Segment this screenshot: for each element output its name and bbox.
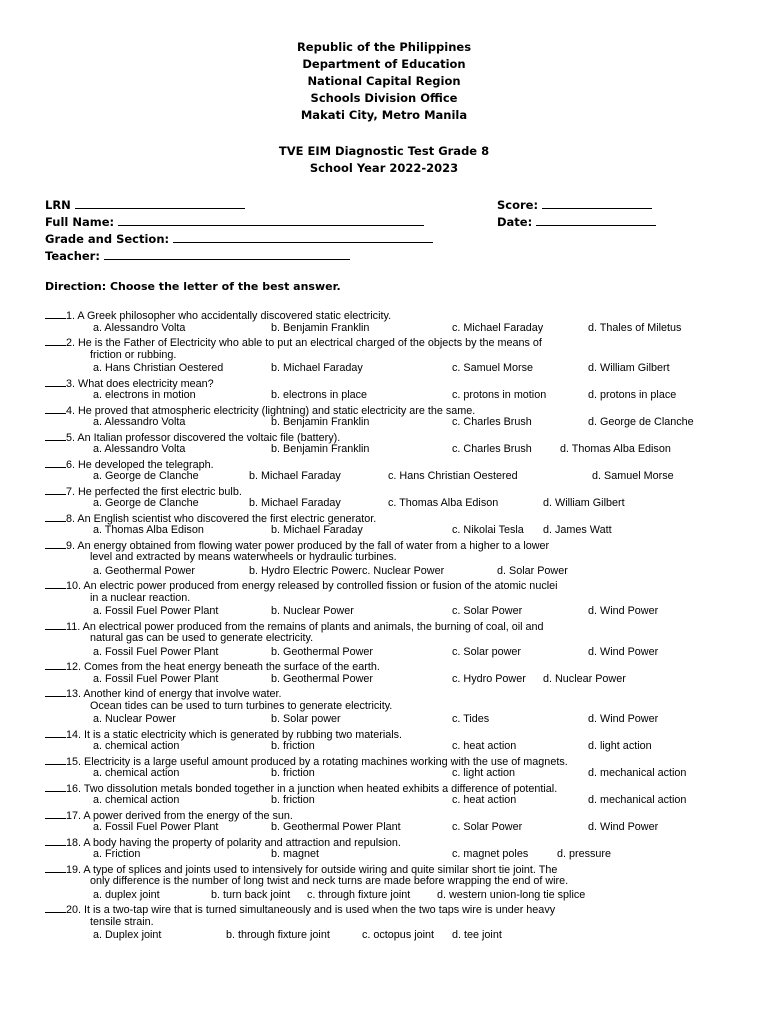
question-text: 8. An English scientist who discovered the first electric generator. — [66, 512, 377, 525]
options-row — [45, 848, 745, 862]
answer-option[interactable]: a. chemical action — [93, 767, 180, 779]
answer-blank[interactable] — [45, 457, 66, 468]
grade-section-label: Grade and Section: — [45, 232, 170, 246]
answer-option[interactable]: a. Fossil Fuel Power Plant — [93, 672, 219, 685]
answer-option[interactable]: a. Hans Christian Oestered — [93, 362, 224, 374]
question-stem-continuation — [45, 551, 745, 565]
answer-option[interactable]: b. Geothermal Power — [271, 645, 374, 658]
answer-option[interactable]: c. protons in motion — [452, 389, 547, 401]
answer-option[interactable]: d. George de Clanche — [588, 416, 694, 428]
question-text: level and extracted by means waterwheels or hydraulic turbines. — [90, 551, 397, 563]
question-stem-continuation — [45, 632, 745, 646]
question-stem — [45, 686, 745, 700]
question-item — [45, 376, 745, 403]
header-line: Makati City, Metro Manila — [300, 108, 468, 122]
question-text: 14. It is a static electricity which is generated by rubbing two materials. — [66, 728, 403, 741]
document-header — [0, 39, 768, 124]
answer-blank[interactable] — [45, 686, 66, 697]
answer-option[interactable]: b. magnet — [271, 848, 320, 860]
answer-option[interactable]: a. Duplex joint — [93, 929, 162, 941]
answer-option[interactable]: b. Benjamin Franklin — [271, 443, 370, 455]
question-stem — [45, 403, 745, 417]
answer-option[interactable]: c. Nikolai Tesla — [452, 524, 524, 536]
answer-option[interactable]: d. William Gilbert — [588, 362, 670, 374]
question-stem — [45, 619, 745, 633]
answer-blank[interactable] — [45, 781, 66, 792]
question-stem-continuation — [45, 349, 745, 363]
answer-option[interactable]: d. William Gilbert — [543, 497, 625, 509]
question-stem — [45, 835, 745, 849]
answer-option[interactable]: d. light action — [588, 740, 652, 752]
options-row — [45, 362, 745, 376]
lrn-label: LRN — [45, 198, 71, 212]
answer-option[interactable]: a. electrons in motion — [93, 389, 196, 401]
options-row — [45, 713, 745, 727]
answer-blank[interactable] — [45, 754, 66, 765]
answer-option[interactable]: c. Charles Brush — [452, 443, 532, 455]
question-stem — [45, 727, 745, 741]
question-stem — [45, 457, 745, 471]
answer-option[interactable]: d. Wind Power — [588, 605, 659, 617]
answer-blank[interactable] — [45, 835, 66, 846]
question-item — [45, 430, 745, 457]
answer-option[interactable]: c. Hydro Power — [452, 672, 526, 685]
answer-option[interactable]: a. Geothermal Power — [93, 564, 196, 577]
answer-option[interactable]: b. friction — [271, 740, 315, 752]
question-text: 17. A power derived from the energy of the sun. — [66, 809, 293, 822]
question-text: 15. Electricity is a large useful amount produced by a rotating machines working with the use of magnets. — [66, 755, 568, 768]
question-item — [45, 484, 745, 511]
answer-option[interactable]: c. Solar power — [452, 645, 522, 658]
question-text: 9. An energy obtained from flowing water power produced by the fall of water from a higher to a lower — [66, 539, 550, 552]
answer-option[interactable]: d. Solar Power — [497, 564, 568, 577]
full-name-label: Full Name: — [45, 215, 115, 229]
answer-option[interactable]: a. Fossil Fuel Power Plant — [93, 645, 219, 658]
answer-option[interactable]: b. through fixture joint — [226, 929, 330, 941]
question-item — [45, 686, 745, 727]
answer-option[interactable]: b. Michael Faraday — [249, 497, 341, 509]
question-item — [45, 835, 745, 862]
question-stem — [45, 335, 745, 349]
answer-blank[interactable] — [45, 430, 66, 441]
answer-option[interactable]: a. Alessandro Volta — [93, 321, 186, 334]
answer-option[interactable]: b. Michael Faraday — [249, 470, 341, 482]
answer-option[interactable]: b. turn back joint — [211, 888, 291, 901]
date-blank[interactable] — [536, 214, 656, 226]
options-row — [45, 929, 745, 943]
question-stem — [45, 376, 745, 390]
question-stem — [45, 754, 745, 768]
teacher-label: Teacher: — [45, 249, 100, 263]
question-text: 12. Comes from the heat energy beneath the surface of the earth. — [66, 661, 380, 673]
options-row — [45, 740, 745, 754]
question-item — [45, 754, 745, 781]
direction-text: Direction: Choose the letter of the best answer. — [45, 280, 341, 293]
options-row — [45, 794, 745, 808]
question-stem — [45, 781, 745, 795]
question-stem — [45, 659, 745, 673]
answer-blank[interactable] — [45, 808, 66, 819]
answer-option[interactable]: b. Geothermal Power — [271, 672, 374, 685]
question-item — [45, 457, 745, 484]
answer-option[interactable]: b. friction — [271, 794, 315, 806]
question-item — [45, 781, 745, 808]
question-text: 1. A Greek philosopher who accidentally discovered static electricity. — [66, 310, 392, 322]
answer-option[interactable]: a. George de Clanche — [93, 497, 199, 509]
question-item — [45, 808, 745, 835]
answer-option[interactable]: c. through fixture joint — [307, 888, 411, 901]
answer-blank[interactable] — [45, 538, 66, 549]
answer-option[interactable]: d. protons in place — [588, 389, 677, 401]
answer-option[interactable]: b. Geothermal Power Plant — [271, 821, 401, 833]
question-item — [45, 578, 745, 619]
question-list — [45, 308, 745, 943]
question-item — [45, 659, 745, 686]
question-stem — [45, 538, 745, 552]
options-row — [45, 605, 745, 619]
date-field[interactable] — [497, 214, 656, 229]
answer-blank[interactable] — [45, 511, 66, 522]
answer-option[interactable]: b. Benjamin Franklin — [271, 416, 370, 428]
answer-blank[interactable] — [45, 578, 66, 589]
question-text: only difference is the number of long twist and neck turns are made before wrapping the end of wire. — [90, 875, 569, 887]
question-text: 5. An Italian professor discovered the voltaic file (battery). — [66, 431, 341, 444]
options-row — [45, 565, 745, 579]
answer-option[interactable]: c. heat action — [452, 794, 517, 806]
question-text: 16. Two dissolution metals bonded together in a junction when heated exhibits a difference of potential. — [66, 782, 558, 795]
question-text: tensile strain. — [90, 915, 154, 928]
question-text: 4. He proved that atmospheric electricity (lightning) and static electricity are the same. — [66, 404, 476, 417]
question-stem — [45, 862, 745, 876]
question-text: 19. A type of splices and joints used to intensively for outside wiring and quite similar short tie joint. The — [66, 863, 558, 876]
question-text: 20. It is a two-tap wire that is turned simultaneously and is used when the two taps wire is under heavy — [66, 904, 556, 916]
header-line: Department of Education — [302, 57, 466, 71]
answer-option[interactable]: c. Solar Power — [452, 605, 523, 617]
teacher-field[interactable] — [45, 248, 350, 263]
answer-option[interactable]: a. duplex joint — [93, 888, 160, 901]
question-item — [45, 511, 745, 538]
question-stem — [45, 902, 745, 916]
options-row — [45, 322, 745, 336]
question-stem-continuation — [45, 875, 745, 889]
answer-option[interactable]: c. Nuclear Power — [362, 564, 445, 577]
test-title-block — [0, 143, 768, 177]
options-row — [45, 389, 745, 403]
question-text: 2. He is the Father of Electricity who able to put an electrical charged of the objects by the means of — [66, 337, 542, 349]
score-blank[interactable] — [542, 197, 652, 209]
question-stem — [45, 430, 745, 444]
answer-blank[interactable] — [45, 308, 66, 319]
question-text: natural gas can be used to generate electricity. — [90, 632, 314, 644]
question-text: friction or rubbing. — [90, 348, 177, 361]
question-text: 10. An electric power produced from energy released by controlled fission or fusion of the atomic nuclei — [66, 580, 558, 592]
lrn-blank[interactable] — [75, 197, 245, 209]
question-item — [45, 727, 745, 754]
answer-blank[interactable] — [45, 403, 66, 414]
school-year: School Year 2022-2023 — [309, 161, 459, 175]
question-stem-continuation — [45, 592, 745, 606]
answer-option[interactable]: a. George de Clanche — [93, 470, 199, 482]
question-text: 13. Another kind of energy that involve water. — [66, 688, 282, 700]
score-field[interactable] — [497, 197, 652, 212]
answer-blank[interactable] — [45, 902, 66, 913]
options-row — [45, 497, 745, 511]
answer-option[interactable]: c. octopus joint — [362, 929, 435, 941]
answer-option[interactable]: c. Hans Christian Oestered — [388, 470, 518, 482]
answer-blank[interactable] — [45, 619, 66, 630]
answer-option[interactable]: a. Thomas Alba Edison — [93, 524, 204, 536]
answer-option[interactable]: c. light action — [452, 767, 516, 779]
answer-option[interactable]: b. Solar power — [271, 713, 341, 725]
answer-option[interactable]: d. pressure — [557, 848, 612, 860]
answer-option[interactable]: a. Friction — [93, 848, 141, 860]
header-line: Republic of the Philippines — [296, 40, 472, 54]
answer-option[interactable]: c. Solar Power — [452, 821, 523, 833]
options-row — [45, 416, 745, 430]
answer-option[interactable]: a. chemical action — [93, 794, 180, 806]
answer-option[interactable]: c. Michael Faraday — [452, 321, 544, 334]
question-item — [45, 308, 745, 335]
question-text: 3. What does electricity mean? — [66, 377, 214, 390]
options-row — [45, 767, 745, 781]
options-row — [45, 443, 745, 457]
answer-option[interactable]: c. Thomas Alba Edison — [388, 497, 499, 509]
answer-option[interactable]: b. friction — [271, 767, 315, 779]
answer-blank[interactable] — [45, 727, 66, 738]
score-label: Score: — [497, 198, 539, 212]
answer-option[interactable]: d. Nuclear Power — [543, 672, 626, 685]
question-text: in a nuclear reaction. — [90, 591, 191, 604]
question-item — [45, 902, 745, 943]
full-name-blank[interactable] — [118, 214, 424, 226]
options-row — [45, 646, 745, 660]
question-stem — [45, 511, 745, 525]
answer-option[interactable]: b. Michael Faraday — [271, 524, 363, 536]
grade-section-blank[interactable] — [173, 231, 433, 243]
full-name-field[interactable] — [45, 214, 424, 229]
test-title: TVE EIM Diagnostic Test Grade 8 — [278, 144, 490, 158]
question-text: 18. A body having the property of polarity and attraction and repulsion. — [66, 836, 401, 849]
answer-option[interactable]: d. western union-long tie splice — [437, 888, 586, 901]
answer-option[interactable]: c. Samuel Morse — [452, 362, 534, 374]
question-text: Ocean tides can be used to turn turbines to generate electricity. — [90, 699, 393, 712]
grade-section-field[interactable] — [45, 231, 433, 246]
header-line: Schools Division Office — [310, 91, 458, 105]
answer-option[interactable]: d. tee joint — [452, 929, 502, 941]
answer-option[interactable]: d. mechanical action — [588, 767, 687, 779]
answer-option[interactable]: a. chemical action — [93, 740, 180, 752]
answer-option[interactable]: d. mechanical action — [588, 794, 687, 806]
answer-option[interactable]: d. Wind Power — [588, 821, 659, 833]
options-row — [45, 889, 745, 903]
answer-option[interactable]: b. electrons in place — [271, 389, 368, 401]
answer-blank[interactable] — [45, 659, 66, 670]
answer-option[interactable]: b. Hydro Electric Power — [249, 564, 362, 577]
answer-option[interactable]: a. Fossil Fuel Power Plant — [93, 821, 219, 833]
answer-blank[interactable] — [45, 335, 66, 346]
question-item — [45, 538, 745, 579]
answer-option[interactable]: a. Nuclear Power — [93, 713, 176, 725]
question-stem — [45, 808, 745, 822]
options-row — [45, 524, 745, 538]
question-text: 7. He perfected the first electric bulb. — [66, 485, 242, 498]
question-stem — [45, 484, 745, 498]
date-label: Date: — [497, 215, 533, 229]
answer-option[interactable]: d. Samuel Morse — [592, 470, 674, 482]
answer-option[interactable]: a. Alessandro Volta — [93, 416, 186, 428]
options-row — [45, 821, 745, 835]
answer-option[interactable]: d. Wind Power — [588, 645, 659, 658]
question-stem — [45, 308, 745, 322]
options-row — [45, 673, 745, 687]
lrn-field[interactable] — [45, 197, 245, 212]
answer-option[interactable]: c. Charles Brush — [452, 416, 532, 428]
answer-blank[interactable] — [45, 484, 66, 495]
question-item — [45, 335, 745, 376]
answer-option[interactable]: b. Benjamin Franklin — [271, 321, 370, 334]
answer-option[interactable]: c. Tides — [452, 713, 490, 725]
answer-option[interactable]: b. Nuclear Power — [271, 605, 354, 617]
teacher-blank[interactable] — [104, 248, 350, 260]
answer-blank[interactable] — [45, 376, 66, 387]
answer-option[interactable]: a. Fossil Fuel Power Plant — [93, 605, 219, 617]
header-line: National Capital Region — [307, 74, 461, 88]
answer-option[interactable]: a. Alessandro Volta — [93, 443, 186, 455]
answer-option[interactable]: d. James Watt — [543, 524, 612, 536]
answer-option[interactable]: d. Wind Power — [588, 713, 659, 725]
answer-option[interactable]: b. Michael Faraday — [271, 362, 363, 374]
question-stem — [45, 578, 745, 592]
question-item — [45, 403, 745, 430]
answer-option[interactable]: c. magnet poles — [452, 848, 529, 860]
question-text: 11. An electrical power produced from the remains of plants and animals, the burning of coal, oil and — [66, 620, 544, 633]
question-text: 6. He developed the telegraph. — [66, 458, 214, 471]
answer-option[interactable]: d. Thomas Alba Edison — [560, 443, 671, 455]
question-item — [45, 619, 745, 660]
answer-option[interactable]: d. Thales of Miletus — [588, 321, 682, 334]
answer-option[interactable]: c. heat action — [452, 740, 517, 752]
question-stem-continuation — [45, 700, 745, 714]
question-item — [45, 862, 745, 903]
options-row — [45, 470, 745, 484]
answer-blank[interactable] — [45, 862, 66, 873]
question-stem-continuation — [45, 916, 745, 930]
